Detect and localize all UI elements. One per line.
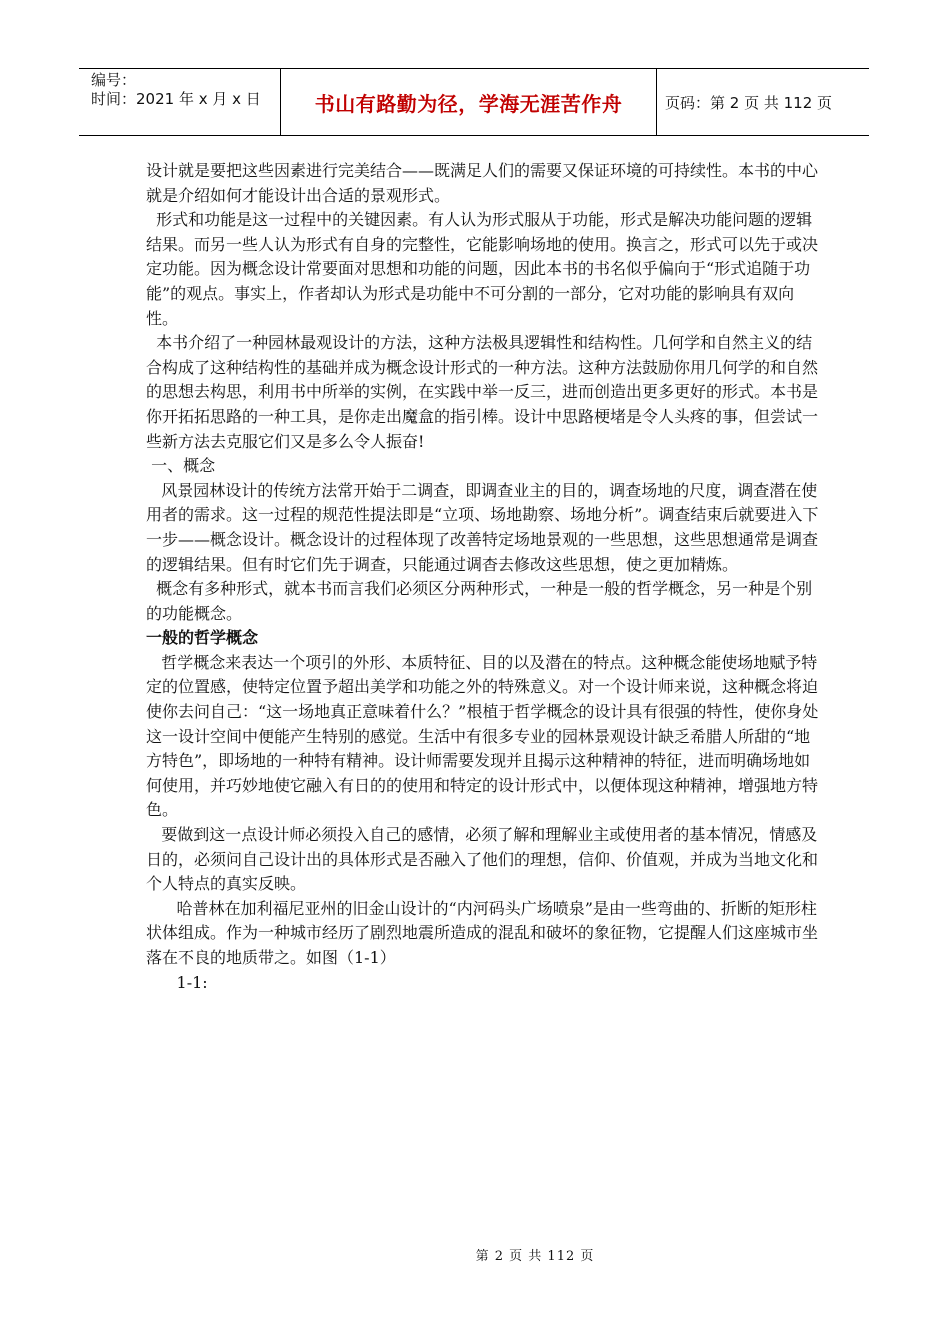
paragraph: 概念有多种形式，就本书而言我们必须区分两种形式，一种是一般的哲学概念，另一种是个别的功能概念。 [146,579,813,623]
section-heading: 一、概念 [146,456,216,476]
subsection-heading: 一般的哲学概念 [146,628,259,648]
paragraph: 设计就是要把这些因素进行完美结合——既满足人们的需要又保证环境的可持续性。本书的中心就是介绍如何才能设计出合适的景观形式。 [146,161,819,205]
paragraph: 本书介绍了一种园林最观设计的方法，这种方法极具逻辑性和结构性。几何学和自然主义的结合构成了这种结构性的基础并成为概念设计形式的一种方法。这种方法鼓励你用几何学的和自然的思想去构思，利用书中所举的实例，在实践中举一反三，进而创造出更多更好的形式。本书是你开拓拓思路的一种工具，是你走出魔盒的指引棒。设计中思路梗堵是令人头疼的事，但尝试一些新方法去克服它们又是多么令人振奋! [146,333,819,451]
paragraph: 风景园林设计的传统方法常开始于二调查，即调查业主的目的，调查场地的尺度，调查潜在使用者的需求。这一过程的规范性提法即是“立项、场地勘察、场地分析”。调查结束后就要进入下一步——概念设计。概念设计的过程体现了改善特定场地景观的一些思想，这些思想通常是调查的逻辑结果。但有时它们先于调查，只能通过调杳去修改这些思想，使之更加精炼。 [146,480,819,574]
paragraph: 哲学概念来表达一个项引的外形、本质特征、目的以及潜在的特点。这种概念能使场地赋予特定的位置感，使特定位置予超出美学和功能之外的特殊意义。对一个设计师来说，这种概念将迫使你去问自己：“这一场地真正意味着什么？”根植于哲学概念的设计具有很强的特性，使你身处这一设计空间中便能产生特别的感觉。生活中有很多专业的园林景观设计缺乏希腊人所甜的“地方特色”，即场地的一种特有精神。设计师需要发现并且揭示这种精神的特征，进而明确场地如何使用，并巧妙地使它融入有日的的使用和特定的设计形式中，以便体现这种精神，增强地方特色。 [146,652,819,820]
header-motto: 书山有路勤为径，学海无涯苦作舟 [281,69,657,135]
number-label: 编号： [91,71,137,89]
paragraph: 哈普林在加利福尼亚州的旧金山设计的“内河码头广场喷泉”是由一些弯曲的、折断的矩形柱状体组成。作为一种城市经历了剧烈地震所造成的混乱和破坏的象征物，它提醒人们这座城市坐落在不良的地质带之。如图（1-1） [146,898,819,967]
figure-caption: 1-1: [146,972,208,992]
header-meta [79,69,281,135]
paragraph: 要做到这一点设计师必须投入自己的感情，必须了解和理解业主或使用者的基本情况，情感及日的，必须问自己设计出的具体形式是否融入了他们的理想，信仰、价值观，并成为当地文化和个人特点的真实反映。 [146,825,819,894]
page-footer: 第 2 页 共 112 页 [475,1249,595,1264]
paragraph: 形式和功能是这一过程中的关键因素。有人认为形式服从于功能，形式是解决功能问题的逻辑结果。而另一些人认为形式有自身的完整性，它能影响场地的使用。换言之，形式可以先于或决定功能。因为概念设计常要面对思想和功能的问题，因此本书的书名似乎偏向于“形式追随于功能”的观点。事实上，作者却认为形式是功能中不可分割的一部分，它对功能的影响具有双向性。 [146,210,819,328]
document-body [146,159,826,995]
header-page-label: 页码：第 2 页 共 112 页 [665,93,833,112]
date-label: 时间：2021 年 x 月 x 日 [91,90,261,108]
page-header [79,68,869,136]
